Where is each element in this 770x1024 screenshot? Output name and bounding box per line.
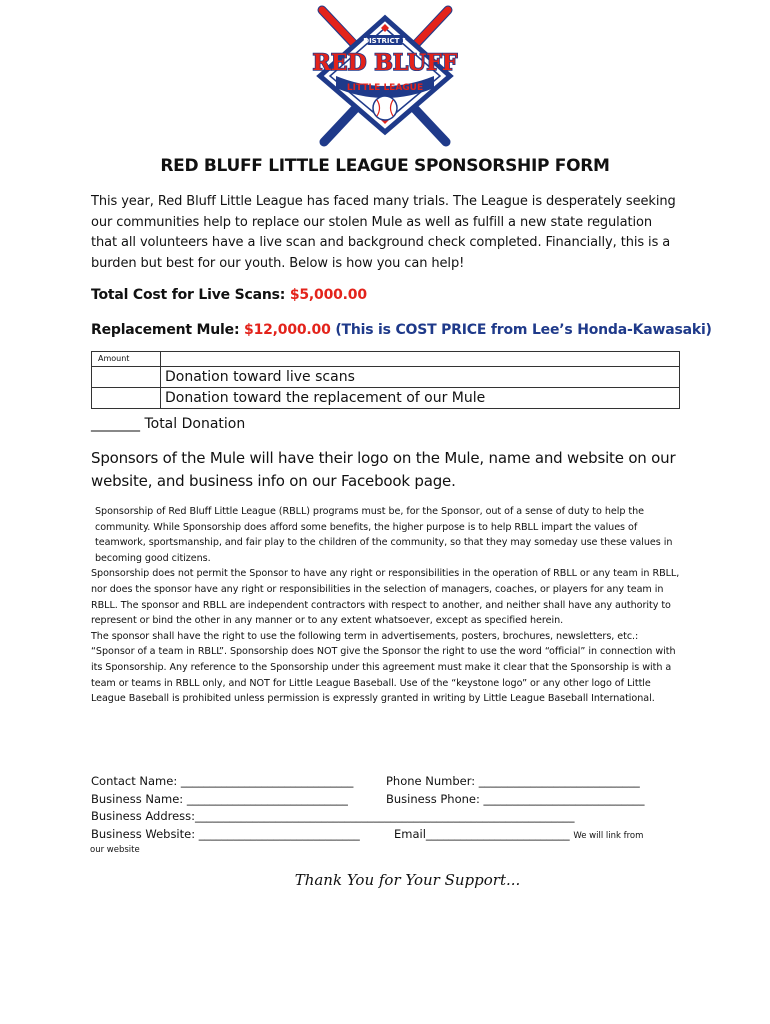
live-scans-donation-label: Donation toward live scans [161, 367, 680, 388]
form-title: RED BLUFF LITTLE LEAGUE SPONSORSHIP FORM [160, 156, 610, 176]
donation-table-header [92, 352, 680, 367]
logo-district-text: DISTRICT 1 [363, 37, 407, 45]
mule-amount: $12,000.00 [244, 322, 331, 338]
business-phone-field[interactable]: Business Phone: ____________________________ [386, 791, 645, 806]
league-logo [300, 4, 470, 150]
description-header [161, 352, 680, 367]
business-name-field[interactable]: Business Name: ____________________________ [91, 791, 348, 806]
donation-table [91, 351, 680, 409]
contact-name-field[interactable]: Contact Name: ______________________________ [91, 774, 354, 788]
terms-paragraph: The sponsor shall have the right to use the following term in advertisements, posters, brochures, newsletters, etc.: “Sponsor of a team in RBLL”. Sponsorship does NOT give the Sponsor the right to use the word “official” in connection with its Sponsorship. Any reference to the Sponsorship under this agreement must make it clear that the Sponsorship is with a team or teams in RBLL only, and NOT for Little League Baseball. Use of the “keystone logo” or any other logo of Little League Baseball is prohibited unless permission is expressly granted in writing by Little League Baseball International. [91, 630, 676, 705]
mule-cost [91, 322, 712, 338]
amount-header: Amount [92, 352, 161, 367]
table-row [92, 388, 680, 409]
thank-you-message: Thank You for Your Support... [294, 871, 521, 889]
logo-name-text: RED BLUFF [312, 50, 458, 76]
business-address-field[interactable]: Business Address:__________________________________________________________________ [91, 809, 575, 823]
sponsorship-terms [91, 504, 683, 707]
total-donation-blank[interactable]: _______ [91, 416, 140, 432]
live-scans-cost [91, 287, 367, 303]
mule-amount-field[interactable] [92, 388, 161, 409]
terms-paragraph: Sponsorship does not permit the Sponsor to have any right or responsibilities in the operation of RBLL or any team in RBLL, nor does the sponsor have any right or responsibilities in the selection of managers, coaches, or players for any team in RBLL. The sponsor and RBLL are independent contractors with respect to another, and neither shall have any authority to represent or bind the other in any manner or to any extent whatsoever, except as specified herein. [91, 568, 680, 627]
baseball-icon [373, 96, 397, 120]
live-scans-label: Total Cost for Live Scans: [91, 287, 286, 303]
mule-sponsor-text: Sponsors of the Mule will have their logo on the Mule, name and website on our website, and business info on our Facebook page. [91, 449, 676, 490]
contact-section [91, 773, 691, 857]
logo-league-text: LITTLE LEAGUE [346, 83, 424, 93]
mule-price-note: (This is COST PRICE from Lee’s Honda-Kawasaki) [335, 322, 712, 338]
email-field[interactable]: Email_________________________ [394, 826, 570, 841]
live-scans-amount: $5,000.00 [289, 287, 367, 303]
mule-donation-label: Donation toward the replacement of our Mule [161, 388, 680, 409]
link-note-b: our website [90, 845, 140, 855]
total-donation-label: Total Donation [144, 416, 246, 432]
intro-text: This year, Red Bluff Little League has faced many trials. The League is desperately seeking our communities help to replace our stolen Mule as well as fulfill a new state regulation that all volunteers have a live scan and background check completed. Financially, this is a burden but best for our youth. Below is how you can help! [91, 194, 676, 271]
table-row [92, 367, 680, 388]
mule-sponsor-note [91, 447, 691, 493]
mule-label: Replacement Mule: [91, 322, 240, 338]
business-website-field[interactable]: Business Website: ____________________________ [91, 826, 360, 841]
phone-number-field[interactable]: Phone Number: ____________________________ [386, 774, 640, 788]
total-donation-line [91, 414, 245, 434]
terms-paragraph: Sponsorship of Red Bluff Little League (RBLL) programs must be, for the Sponsor, out of a sense of duty to help the community. While Sponsorship does afford some benefits, the higher purpose is to help RBLL impart the values of teamwork, sportsmanship, and fair play to the children of the community, so that they may someday use these values in becoming good citizens. [95, 506, 673, 564]
intro-paragraph [91, 192, 681, 274]
league-logo-graphic [300, 4, 470, 150]
link-note-a: We will link from [573, 830, 644, 841]
live-scans-amount-field[interactable] [92, 367, 161, 388]
